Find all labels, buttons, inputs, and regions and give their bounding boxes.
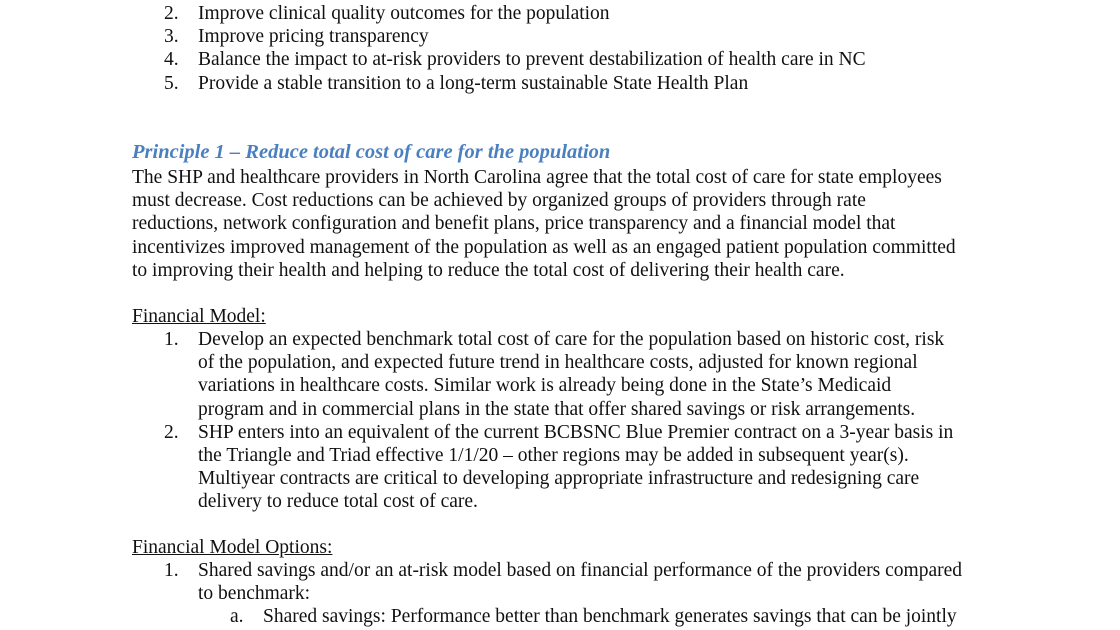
list-item-number: 1. [164,560,179,581]
list-item [0,421,1120,514]
list-item [0,2,1120,25]
list-item-number: 3. [164,26,179,48]
list-item-line: delivery to reduce total cost of care. [198,491,478,513]
list-item-text: Provide a stable transition to a long-term sustainable State Health Plan [198,72,749,94]
paragraph-line: to improving their health and helping to reduce the total cost of delivering their health care. [132,259,845,281]
list-item-line: to benchmark: [198,583,311,605]
sub-list-item-text: Shared savings: Performance better than benchmark generates savings that can be jointly [263,606,957,628]
sub-list-item [0,605,1120,628]
financial-model-heading: Financial Model: [132,306,266,327]
financial-model-list [0,328,1120,514]
list-item-line: Shared savings and/or an at-risk model based on financial performance of the providers compared [198,560,963,581]
list-item-line: Develop an expected benchmark total cost of care for the population based on historic cost, risk [198,329,945,350]
list-item-text: Improve clinical quality outcomes for the population [198,3,610,24]
goals-list [0,2,1120,95]
list-item-line: program and in commercial plans in the state that offer shared savings or risk arrangements. [198,398,916,420]
paragraph-line: The SHP and healthcare providers in North Carolina agree that the total cost of care for state employees [132,167,942,188]
list-item [0,559,1120,605]
list-item-line: the Triangle and Triad effective 1/1/20 – other regions may be added in subsequent year(s). [198,444,909,466]
paragraph-line: must decrease. Cost reductions can be achieved by organized groups of providers through rate [132,190,866,212]
list-item-text: Improve pricing transparency [198,26,429,48]
list-item-number: 5. [164,72,179,94]
list-item [0,48,1120,71]
list-item-line: of the population, and expected future trend in healthcare costs, adjusted for known regional [198,352,918,374]
list-item-line: variations in healthcare costs. Similar work is already being done in the State’s Medicaid [198,375,892,397]
list-item [0,72,1120,95]
financial-model-options-heading: Financial Model Options: [132,537,333,558]
paragraph-line: incentivizes improved management of the population as well as an engaged patient population committed [132,236,956,258]
list-item [0,328,1120,421]
paragraph-line: reductions, network configuration and benefit plans, price transparency and a financial model that [132,213,896,235]
list-item-number: 2. [164,421,179,443]
sub-list-item-letter: a. [230,606,244,628]
list-item-number: 1. [164,329,179,350]
list-item [0,25,1120,48]
list-item-number: 2. [164,3,179,24]
list-item-text: Balance the impact to at-risk providers to prevent destabilization of health care in NC [198,49,866,71]
list-item-number: 4. [164,49,179,71]
principle-1-paragraph [132,166,992,282]
list-item-line: Multiyear contracts are critical to developing appropriate infrastructure and redesigning care [198,468,920,490]
financial-model-options-list [0,559,1120,629]
principle-1-heading: Principle 1 – Reduce total cost of care for the population [132,141,611,163]
list-item-line: SHP enters into an equivalent of the current BCBSNC Blue Premier contract on a 3-year basis in [198,421,954,443]
